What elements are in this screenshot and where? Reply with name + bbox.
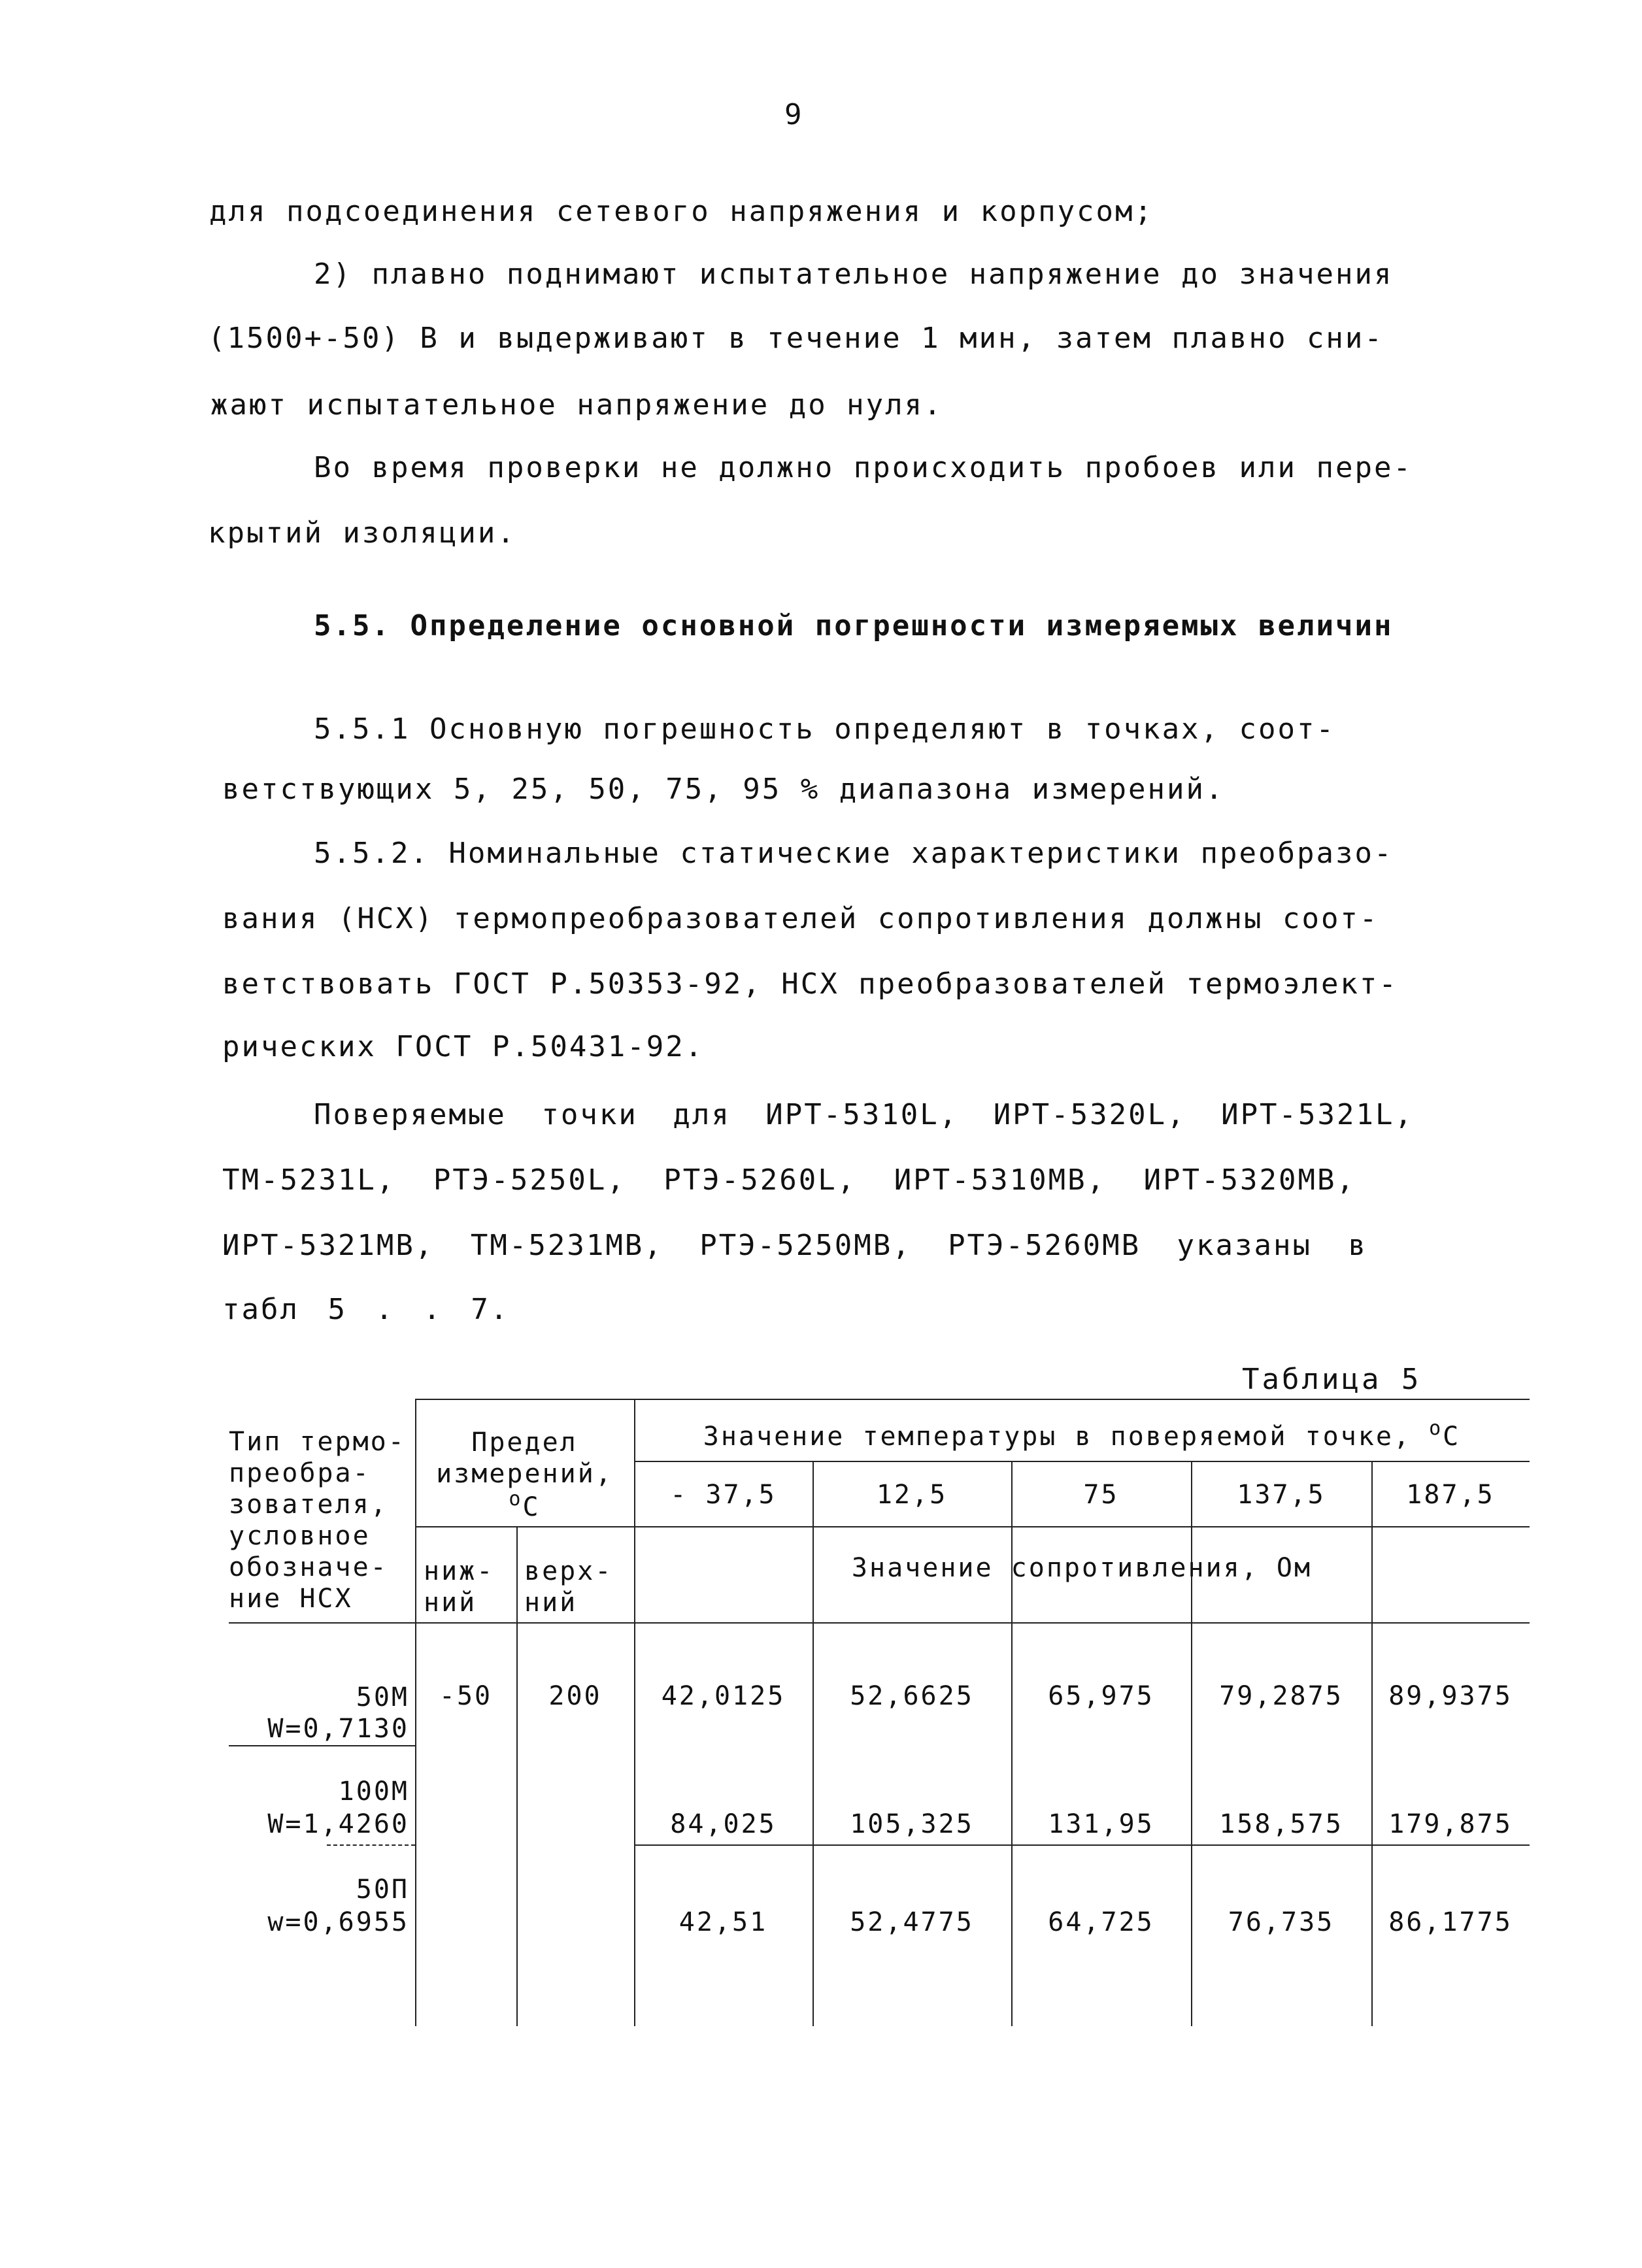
table-cell: 89,9375 [1388,1681,1513,1711]
table-cell: 158,575 [1219,1809,1343,1839]
text-line: ТМ-5231L, РТЭ-5250L, РТЭ-5260L, ИРТ-5310МВ, ИРТ-5320МВ, [222,1163,1356,1197]
text-line: Поверяемые точки для ИРТ-5310L, ИРТ-5320L, ИРТ-5321L, [314,1098,1414,1131]
temp-point: - 37,5 [670,1480,777,1510]
upper-limit-value: 200 [548,1681,602,1711]
sensor-name: 50П [356,1875,409,1905]
sensor-w: w=0,6955 [267,1907,409,1937]
text-line: вания (НСХ) термопреобразователей сопротивления должны соот- [222,902,1379,935]
text-line: ветствующих 5, 25, 50, 75, 95 % диапазона измерений. [222,773,1225,806]
lower-limit-header: ниж- ний [424,1556,495,1618]
upper-limit-header: верх- ний [524,1556,613,1618]
type-header: Тип термо- преобра- зователя, условное обозначе- ние НСХ [229,1427,406,1614]
text-line: жают испытательное напряжение до нуля. [210,388,943,422]
temp-point: 75 [1083,1480,1119,1510]
table-cell: 42,0125 [661,1681,786,1711]
table-cell: 105,325 [850,1809,974,1839]
table-cell: 65,975 [1048,1681,1154,1711]
lower-limit-value: -50 [439,1681,493,1711]
limit-header-label: Предел [471,1427,578,1458]
temp-header: Значение температуры в поверяемой точке, $^о$С [703,1417,1461,1452]
temp-header-rule [634,1461,1530,1462]
text-line: для подсоединения сетевого напряжения и корпусом; [209,195,1154,228]
limit-header-unit: $^о$С [509,1488,541,1522]
sensor-name: 50М [356,1682,409,1712]
temp-point: 137,5 [1237,1480,1326,1510]
table-cell: 52,6625 [850,1681,974,1711]
table-cell: 64,725 [1048,1907,1154,1937]
sensor-w: W=1,4260 [267,1809,409,1839]
table-caption: Таблица 5 [1242,1363,1422,1396]
table-cell: 86,1775 [1388,1907,1513,1937]
text-line: крытий изоляции. [208,516,516,550]
table-cell: 79,2875 [1219,1681,1343,1711]
text-line: ветствовать ГОСТ Р.50353-92, НСХ преобразователей термоэлект- [222,967,1398,1001]
text-line: Во время проверки не должно происходить пробоев или пере- [314,451,1413,484]
text-line: рических ГОСТ Р.50431-92. [222,1030,705,1063]
table-cell: 179,875 [1388,1809,1513,1839]
text-line: табл 5 . . 7. [222,1293,510,1326]
table-cell: 52,4775 [850,1907,974,1937]
row-rule [229,1745,415,1746]
col-rule [1371,1461,1373,2026]
temp-point: 187,5 [1406,1480,1495,1510]
text-line: 5.5.1 Основную погрешность определяют в точках, соот- [314,712,1335,746]
sensor-w: W=0,7130 [267,1714,409,1744]
row-rule-dashed [327,1844,415,1846]
subheader-rule [415,1526,1530,1527]
text-line: 5.5.2. Номинальные статические характеристики преобразо- [314,837,1394,870]
page-number: 9 [784,98,802,131]
table-cell: 84,025 [670,1809,777,1839]
limit-header-label-2: измерений, [436,1459,613,1489]
table-cell: 42,51 [679,1907,768,1937]
header-bottom-rule [229,1622,1530,1624]
col-rule [1191,1461,1192,2026]
text-line: (1500+-50) В и выдерживают в течение 1 мин, затем плавно сни- [208,322,1384,355]
row-rule [634,1844,1530,1846]
sensor-name: 100М [338,1776,409,1807]
data-table [229,1399,1530,2026]
col-rule [516,1526,518,2026]
table-top-rule [415,1399,1530,1400]
table-cell: 131,95 [1048,1809,1154,1839]
text-line: 2) плавно поднимают испытательное напряжение до значения [314,258,1394,291]
temp-point: 12,5 [876,1480,948,1510]
section-heading: 5.5. Определение основной погрешности измеряемых величин [314,609,1394,642]
resistance-header: Значение сопротивления, Ом [851,1553,1313,1583]
text-line: ИРТ-5321МВ, ТМ-5231МВ, РТЭ-5250МВ, РТЭ-5260МВ указаны в [222,1229,1367,1262]
table-cell: 76,735 [1228,1907,1335,1937]
col-rule [813,1461,814,2026]
col-rule [1011,1461,1013,2026]
